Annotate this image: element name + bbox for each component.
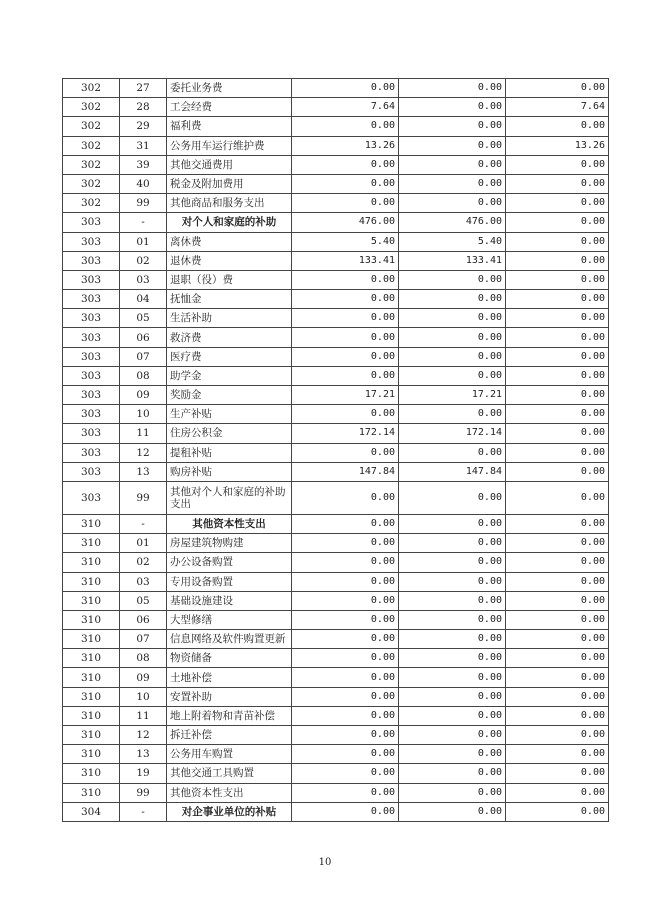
table-body: [63, 79, 609, 822]
class-code-cell: 310: [63, 591, 120, 610]
total-amount-cell: 476.00: [292, 213, 399, 232]
table-row: [63, 726, 609, 745]
total-amount-cell: 0.00: [292, 405, 399, 424]
table-row: [63, 443, 609, 462]
table-row: [63, 270, 609, 289]
project-expenditure-cell: 0.00: [506, 232, 609, 251]
basic-expenditure-cell: 0.00: [399, 514, 506, 533]
total-amount-cell: 172.14: [292, 424, 399, 443]
basic-expenditure-cell: 0.00: [399, 443, 506, 462]
class-code-cell: 310: [63, 783, 120, 802]
table-row: [63, 136, 609, 155]
basic-expenditure-cell: 0.00: [399, 534, 506, 553]
basic-expenditure-cell: 0.00: [399, 649, 506, 668]
basic-expenditure-cell: 133.41: [399, 251, 506, 270]
class-code-cell: 302: [63, 136, 120, 155]
project-expenditure-cell: 0.00: [506, 213, 609, 232]
total-amount-cell: 0.00: [292, 553, 399, 572]
basic-expenditure-cell: 0.00: [399, 270, 506, 289]
class-code-cell: 303: [63, 270, 120, 289]
table-row: [63, 481, 609, 514]
project-expenditure-cell: 0.00: [506, 117, 609, 136]
total-amount-cell: 0.00: [292, 328, 399, 347]
table-row: [63, 117, 609, 136]
basic-expenditure-cell: 0.00: [399, 668, 506, 687]
item-name-cell: 其他商品和服务支出: [167, 194, 292, 213]
table-row: [63, 591, 609, 610]
table-row: [63, 251, 609, 270]
table-row: [63, 610, 609, 629]
class-code-cell: 303: [63, 347, 120, 366]
total-amount-cell: 133.41: [292, 251, 399, 270]
project-expenditure-cell: 0.00: [506, 630, 609, 649]
class-code-cell: 303: [63, 251, 120, 270]
item-code-cell: 01: [120, 232, 167, 251]
project-expenditure-cell: 0.00: [506, 668, 609, 687]
project-expenditure-cell: 0.00: [506, 443, 609, 462]
class-code-cell: 303: [63, 386, 120, 405]
project-expenditure-cell: 0.00: [506, 764, 609, 783]
basic-expenditure-cell: 5.40: [399, 232, 506, 251]
item-name-cell: 委托业务费: [167, 79, 292, 98]
project-expenditure-cell: 0.00: [506, 328, 609, 347]
basic-expenditure-cell: 0.00: [399, 79, 506, 98]
item-code-cell: 99: [120, 194, 167, 213]
page-number: 10: [318, 857, 332, 868]
project-expenditure-cell: 0.00: [506, 706, 609, 725]
basic-expenditure-cell: 172.14: [399, 424, 506, 443]
total-amount-cell: 0.00: [292, 443, 399, 462]
item-code-cell: 29: [120, 117, 167, 136]
item-code-cell: -: [120, 514, 167, 533]
total-amount-cell: 0.00: [292, 610, 399, 629]
item-code-cell: 08: [120, 649, 167, 668]
total-amount-cell: 0.00: [292, 174, 399, 193]
class-code-cell: 310: [63, 764, 120, 783]
basic-expenditure-cell: 0.00: [399, 117, 506, 136]
item-name-cell: 地上附着物和青苗补偿: [167, 706, 292, 725]
class-code-cell: 310: [63, 668, 120, 687]
class-code-cell: 302: [63, 79, 120, 98]
project-expenditure-cell: 0.00: [506, 572, 609, 591]
table-row: [63, 405, 609, 424]
item-code-cell: 03: [120, 270, 167, 289]
item-code-cell: 07: [120, 347, 167, 366]
item-name-cell: 其他资本性支出: [167, 514, 292, 533]
project-expenditure-cell: 0.00: [506, 481, 609, 514]
basic-expenditure-cell: 0.00: [399, 328, 506, 347]
item-code-cell: 01: [120, 534, 167, 553]
total-amount-cell: 0.00: [292, 481, 399, 514]
project-expenditure-cell: 0.00: [506, 745, 609, 764]
basic-expenditure-cell: 0.00: [399, 136, 506, 155]
table-row: [63, 328, 609, 347]
total-amount-cell: 0.00: [292, 630, 399, 649]
item-code-cell: 39: [120, 155, 167, 174]
item-code-cell: 10: [120, 405, 167, 424]
item-name-cell: 对企事业单位的补贴: [167, 802, 292, 821]
item-code-cell: 27: [120, 79, 167, 98]
item-code-cell: 09: [120, 386, 167, 405]
class-code-cell: 303: [63, 462, 120, 481]
table-row: [63, 155, 609, 174]
item-code-cell: 05: [120, 309, 167, 328]
item-code-cell: 06: [120, 328, 167, 347]
table-row: [63, 783, 609, 802]
class-code-cell: 302: [63, 194, 120, 213]
total-amount-cell: 0.00: [292, 668, 399, 687]
item-name-cell: 退休费: [167, 251, 292, 270]
item-name-cell: 购房补贴: [167, 462, 292, 481]
table-row: [63, 347, 609, 366]
table-row: [63, 462, 609, 481]
project-expenditure-cell: 0.00: [506, 155, 609, 174]
project-expenditure-cell: 7.64: [506, 98, 609, 117]
total-amount-cell: 7.64: [292, 98, 399, 117]
basic-expenditure-cell: 476.00: [399, 213, 506, 232]
total-amount-cell: 0.00: [292, 290, 399, 309]
item-name-cell: 物资储备: [167, 649, 292, 668]
total-amount-cell: 0.00: [292, 591, 399, 610]
total-amount-cell: 0.00: [292, 347, 399, 366]
class-code-cell: 303: [63, 424, 120, 443]
item-code-cell: 13: [120, 462, 167, 481]
class-code-cell: 310: [63, 514, 120, 533]
project-expenditure-cell: 0.00: [506, 194, 609, 213]
class-code-cell: 310: [63, 687, 120, 706]
total-amount-cell: 13.26: [292, 136, 399, 155]
item-code-cell: -: [120, 802, 167, 821]
basic-expenditure-cell: 0.00: [399, 481, 506, 514]
item-name-cell: 办公设备购置: [167, 553, 292, 572]
project-expenditure-cell: 0.00: [506, 534, 609, 553]
class-code-cell: 310: [63, 630, 120, 649]
basic-expenditure-cell: 0.00: [399, 553, 506, 572]
budget-table: [62, 78, 609, 822]
table-row: [63, 553, 609, 572]
item-code-cell: 10: [120, 687, 167, 706]
basic-expenditure-cell: 0.00: [399, 309, 506, 328]
class-code-cell: 303: [63, 366, 120, 385]
class-code-cell: 310: [63, 745, 120, 764]
class-code-cell: 303: [63, 481, 120, 514]
basic-expenditure-cell: 17.21: [399, 386, 506, 405]
basic-expenditure-cell: 0.00: [399, 706, 506, 725]
total-amount-cell: 17.21: [292, 386, 399, 405]
item-name-cell: 公务用车运行维护费: [167, 136, 292, 155]
project-expenditure-cell: 0.00: [506, 174, 609, 193]
item-code-cell: 07: [120, 630, 167, 649]
item-code-cell: 19: [120, 764, 167, 783]
class-code-cell: 310: [63, 649, 120, 668]
project-expenditure-cell: 0.00: [506, 424, 609, 443]
project-expenditure-cell: 0.00: [506, 347, 609, 366]
project-expenditure-cell: 0.00: [506, 386, 609, 405]
item-code-cell: 11: [120, 706, 167, 725]
class-code-cell: 303: [63, 232, 120, 251]
total-amount-cell: 0.00: [292, 687, 399, 706]
basic-expenditure-cell: 0.00: [399, 591, 506, 610]
table-row: [63, 687, 609, 706]
item-code-cell: 40: [120, 174, 167, 193]
item-code-cell: 13: [120, 745, 167, 764]
total-amount-cell: 0.00: [292, 194, 399, 213]
total-amount-cell: 0.00: [292, 270, 399, 289]
class-code-cell: 303: [63, 443, 120, 462]
category-header-row: [63, 213, 609, 232]
class-code-cell: 310: [63, 726, 120, 745]
project-expenditure-cell: 13.26: [506, 136, 609, 155]
item-code-cell: 02: [120, 553, 167, 572]
project-expenditure-cell: 0.00: [506, 649, 609, 668]
item-code-cell: 12: [120, 726, 167, 745]
basic-expenditure-cell: 147.84: [399, 462, 506, 481]
item-name-cell: 工会经费: [167, 98, 292, 117]
item-name-cell: 离休费: [167, 232, 292, 251]
item-code-cell: 99: [120, 783, 167, 802]
item-code-cell: 31: [120, 136, 167, 155]
project-expenditure-cell: 0.00: [506, 514, 609, 533]
class-code-cell: 310: [63, 706, 120, 725]
class-code-cell: 303: [63, 309, 120, 328]
item-code-cell: 08: [120, 366, 167, 385]
item-code-cell: 05: [120, 591, 167, 610]
total-amount-cell: 5.40: [292, 232, 399, 251]
class-code-cell: 303: [63, 328, 120, 347]
item-name-cell: 其他交通工具购置: [167, 764, 292, 783]
basic-expenditure-cell: 0.00: [399, 630, 506, 649]
item-name-cell: 房屋建筑物购建: [167, 534, 292, 553]
table-row: [63, 745, 609, 764]
basic-expenditure-cell: 0.00: [399, 98, 506, 117]
item-name-cell: 拆迁补偿: [167, 726, 292, 745]
basic-expenditure-cell: 0.00: [399, 687, 506, 706]
class-code-cell: 302: [63, 117, 120, 136]
item-name-cell: 提租补贴: [167, 443, 292, 462]
basic-expenditure-cell: 0.00: [399, 347, 506, 366]
basic-expenditure-cell: 0.00: [399, 174, 506, 193]
table-row: [63, 706, 609, 725]
item-name-cell: 住房公积金: [167, 424, 292, 443]
item-name-cell: 基础设施建设: [167, 591, 292, 610]
table-row: [63, 79, 609, 98]
item-code-cell: 28: [120, 98, 167, 117]
basic-expenditure-cell: 0.00: [399, 783, 506, 802]
total-amount-cell: 0.00: [292, 649, 399, 668]
item-name-cell: 其他交通费用: [167, 155, 292, 174]
class-code-cell: 310: [63, 572, 120, 591]
item-code-cell: 06: [120, 610, 167, 629]
basic-expenditure-cell: 0.00: [399, 726, 506, 745]
item-code-cell: 11: [120, 424, 167, 443]
total-amount-cell: 0.00: [292, 514, 399, 533]
project-expenditure-cell: 0.00: [506, 687, 609, 706]
basic-expenditure-cell: 0.00: [399, 366, 506, 385]
item-name-cell: 奖励金: [167, 386, 292, 405]
table-row: [63, 290, 609, 309]
total-amount-cell: 0.00: [292, 79, 399, 98]
basic-expenditure-cell: 0.00: [399, 194, 506, 213]
item-name-cell: 专用设备购置: [167, 572, 292, 591]
item-code-cell: -: [120, 213, 167, 232]
basic-expenditure-cell: 0.00: [399, 405, 506, 424]
category-header-row: [63, 802, 609, 821]
total-amount-cell: 0.00: [292, 572, 399, 591]
item-code-cell: 02: [120, 251, 167, 270]
total-amount-cell: 0.00: [292, 155, 399, 174]
table-row: [63, 424, 609, 443]
project-expenditure-cell: 0.00: [506, 591, 609, 610]
item-name-cell: 救济费: [167, 328, 292, 347]
project-expenditure-cell: 0.00: [506, 553, 609, 572]
item-name-cell: 抚恤金: [167, 290, 292, 309]
class-code-cell: 310: [63, 553, 120, 572]
basic-expenditure-cell: 0.00: [399, 764, 506, 783]
item-name-cell: 福利费: [167, 117, 292, 136]
item-name-cell: 助学金: [167, 366, 292, 385]
item-name-cell: 安置补助: [167, 687, 292, 706]
table-row: [63, 174, 609, 193]
table-row: [63, 98, 609, 117]
table-row: [63, 194, 609, 213]
item-code-cell: 03: [120, 572, 167, 591]
project-expenditure-cell: 0.00: [506, 251, 609, 270]
item-code-cell: 09: [120, 668, 167, 687]
class-code-cell: 302: [63, 174, 120, 193]
project-expenditure-cell: 0.00: [506, 610, 609, 629]
total-amount-cell: 0.00: [292, 783, 399, 802]
class-code-cell: 303: [63, 213, 120, 232]
table-row: [63, 309, 609, 328]
table-row: [63, 534, 609, 553]
total-amount-cell: 0.00: [292, 706, 399, 725]
item-name-cell: 其他对个人和家庭的补助支出: [167, 481, 292, 514]
item-name-cell: 公务用车购置: [167, 745, 292, 764]
item-name-cell: 信息网络及软件购置更新: [167, 630, 292, 649]
table-row: [63, 572, 609, 591]
basic-expenditure-cell: 0.00: [399, 802, 506, 821]
total-amount-cell: 0.00: [292, 534, 399, 553]
project-expenditure-cell: 0.00: [506, 405, 609, 424]
item-name-cell: 其他资本性支出: [167, 783, 292, 802]
class-code-cell: 310: [63, 534, 120, 553]
table-row: [63, 668, 609, 687]
project-expenditure-cell: 0.00: [506, 270, 609, 289]
project-expenditure-cell: 0.00: [506, 783, 609, 802]
table-row: [63, 232, 609, 251]
item-name-cell: 对个人和家庭的补助: [167, 213, 292, 232]
basic-expenditure-cell: 0.00: [399, 290, 506, 309]
total-amount-cell: 0.00: [292, 745, 399, 764]
total-amount-cell: 0.00: [292, 366, 399, 385]
total-amount-cell: 147.84: [292, 462, 399, 481]
class-code-cell: 304: [63, 802, 120, 821]
class-code-cell: 303: [63, 290, 120, 309]
total-amount-cell: 0.00: [292, 117, 399, 136]
basic-expenditure-cell: 0.00: [399, 155, 506, 174]
basic-expenditure-cell: 0.00: [399, 745, 506, 764]
item-code-cell: 12: [120, 443, 167, 462]
item-name-cell: 税金及附加费用: [167, 174, 292, 193]
total-amount-cell: 0.00: [292, 802, 399, 821]
class-code-cell: 303: [63, 405, 120, 424]
total-amount-cell: 0.00: [292, 726, 399, 745]
project-expenditure-cell: 0.00: [506, 366, 609, 385]
total-amount-cell: 0.00: [292, 764, 399, 783]
project-expenditure-cell: 0.00: [506, 802, 609, 821]
project-expenditure-cell: 0.00: [506, 79, 609, 98]
basic-expenditure-cell: 0.00: [399, 572, 506, 591]
category-header-row: [63, 514, 609, 533]
class-code-cell: 310: [63, 610, 120, 629]
class-code-cell: 302: [63, 98, 120, 117]
item-code-cell: 04: [120, 290, 167, 309]
item-name-cell: 大型修缮: [167, 610, 292, 629]
item-name-cell: 医疗费: [167, 347, 292, 366]
table-row: [63, 630, 609, 649]
table-row: [63, 366, 609, 385]
basic-expenditure-cell: 0.00: [399, 610, 506, 629]
table-row: [63, 764, 609, 783]
item-name-cell: 土地补偿: [167, 668, 292, 687]
project-expenditure-cell: 0.00: [506, 462, 609, 481]
table-row: [63, 386, 609, 405]
project-expenditure-cell: 0.00: [506, 309, 609, 328]
item-name-cell: 生产补贴: [167, 405, 292, 424]
total-amount-cell: 0.00: [292, 309, 399, 328]
table-row: [63, 649, 609, 668]
project-expenditure-cell: 0.00: [506, 290, 609, 309]
class-code-cell: 302: [63, 155, 120, 174]
project-expenditure-cell: 0.00: [506, 726, 609, 745]
item-code-cell: 99: [120, 481, 167, 514]
item-name-cell: 生活补助: [167, 309, 292, 328]
item-name-cell: 退职（役）费: [167, 270, 292, 289]
